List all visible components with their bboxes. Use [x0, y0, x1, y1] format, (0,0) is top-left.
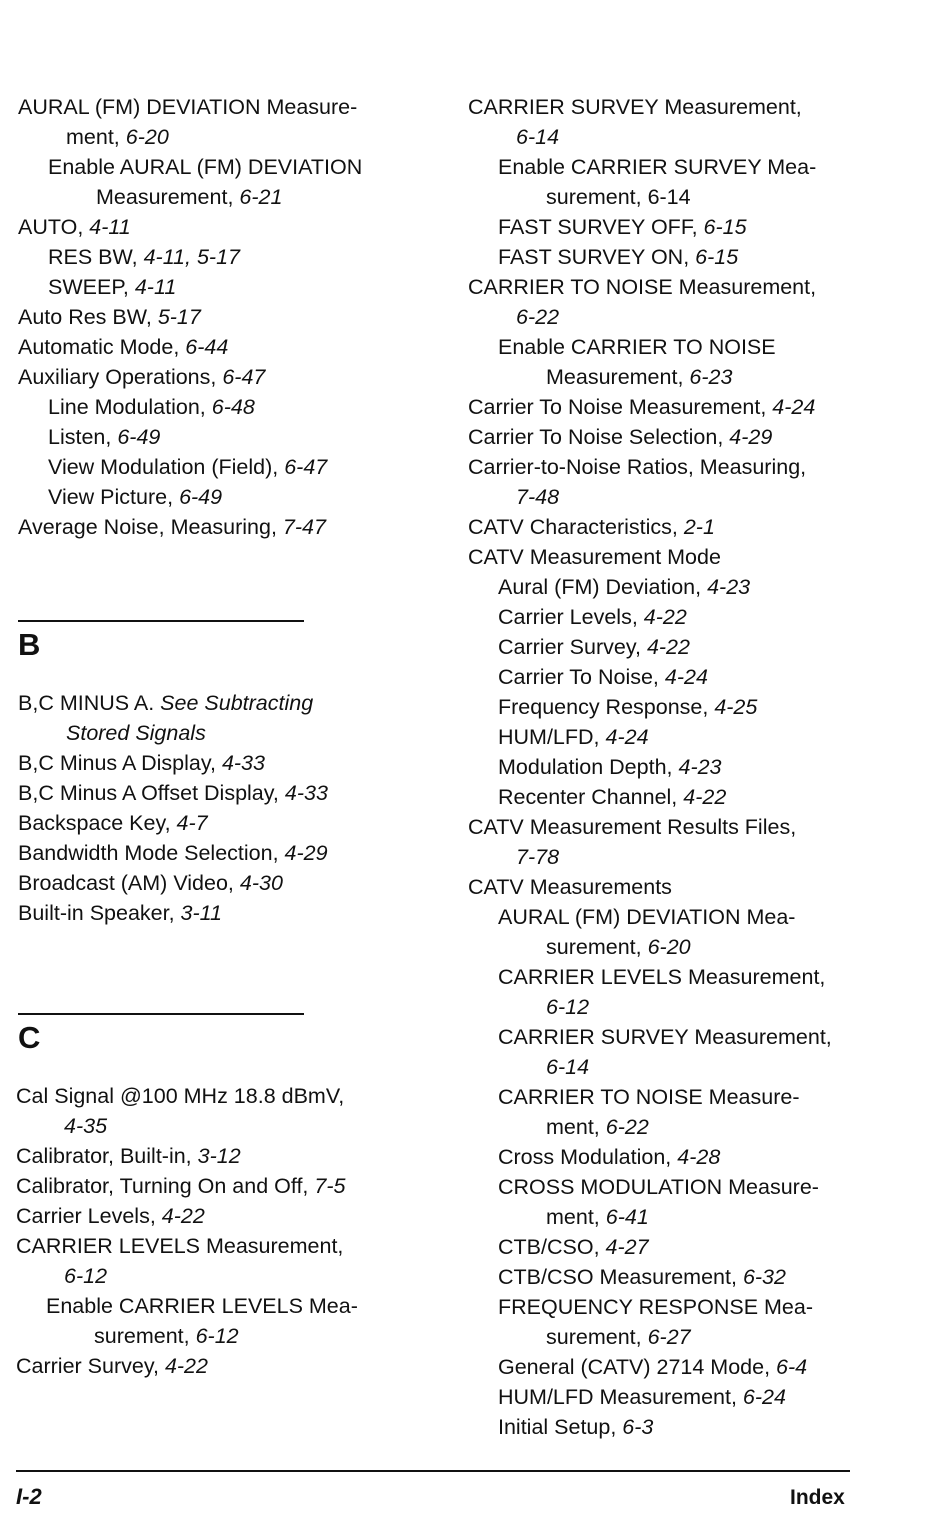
index-subentry [468, 902, 938, 962]
entry-term: Cal Signal @100 MHz 18.8 dBmV, [16, 1084, 345, 1108]
entry-term: Calibrator, Built-in, [16, 1144, 198, 1168]
entry-term: CATV Characteristics, [468, 515, 684, 539]
index-entry [468, 542, 938, 572]
index-subentry [18, 422, 438, 452]
entry-term: CTB/CSO, [498, 1235, 606, 1259]
page-reference: 4-22 [643, 605, 687, 629]
entry-term: Auxiliary Operations, [18, 365, 223, 389]
entry-term: ment, [546, 1115, 606, 1139]
index-subentry [468, 1232, 938, 1262]
entry-term: surement, [546, 1325, 648, 1349]
entry-term: surement, 6-14 [546, 185, 691, 209]
page-reference: 6-27 [647, 1325, 691, 1349]
index-subentry [468, 212, 938, 242]
entry-term: Backspace Key, [18, 811, 177, 835]
index-subentry [18, 242, 438, 272]
entry-term: AUTO, [18, 215, 90, 239]
entry-term: General (CATV) 2714 Mode, [498, 1355, 777, 1379]
entry-term: FAST SURVEY ON, [498, 245, 696, 269]
index-entry [18, 868, 438, 898]
index-entry [468, 452, 938, 512]
index-entry [18, 92, 438, 152]
page-reference: 4-23 [707, 575, 751, 599]
entry-term: CROSS MODULATION Measure- [498, 1175, 819, 1199]
index-subentry [468, 782, 938, 812]
entry-term: Line Modulation, [48, 395, 212, 419]
index-subentry [468, 332, 938, 392]
page-reference: 6-14 [546, 1055, 590, 1079]
page-reference: 4-29 [284, 841, 328, 865]
entry-term: Carrier Survey, [16, 1354, 165, 1378]
index-column-left [18, 92, 438, 542]
page-reference: 4-25 [714, 695, 758, 719]
index-entry [18, 302, 438, 332]
entry-term: Frequency Response, [498, 695, 715, 719]
index-entry [18, 688, 438, 748]
index-group-b [18, 688, 438, 928]
index-subentry [468, 1292, 938, 1352]
page-reference: 6-15 [695, 245, 739, 269]
entry-term: ment, [66, 125, 126, 149]
entry-term: Carrier To Noise Measurement, [468, 395, 773, 419]
page-reference: 6-12 [64, 1264, 108, 1288]
entry-term: Carrier Levels, [16, 1204, 162, 1228]
index-entry [468, 872, 938, 902]
index-subentry [468, 242, 938, 272]
entry-term: Bandwidth Mode Selection, [18, 841, 285, 865]
entry-term: CATV Measurements [468, 875, 672, 899]
footer-rule [16, 1470, 850, 1472]
entry-term: CTB/CSO Measurement, [498, 1265, 743, 1289]
index-subentry [468, 752, 938, 782]
footer-section-title: Index [790, 1486, 845, 1509]
page-reference: 6-12 [546, 995, 590, 1019]
entry-term: Carrier To Noise, [498, 665, 665, 689]
page-reference: 4-28 [677, 1145, 721, 1169]
entry-term: Carrier To Noise Selection, [468, 425, 730, 449]
index-entry [18, 808, 438, 838]
page-reference: 4-30 [239, 871, 283, 895]
index-subentry [468, 692, 938, 722]
page-reference: 2-1 [683, 515, 715, 539]
entry-term: B,C MINUS A. [18, 691, 161, 715]
page-reference: 7-47 [282, 515, 326, 539]
page-reference: 4-7 [176, 811, 208, 835]
entry-term: Enable AURAL (FM) DEVIATION [48, 155, 363, 179]
entry-term: View Picture, [48, 485, 180, 509]
entry-term: Carrier Levels, [498, 605, 644, 629]
page-reference: 6-22 [516, 305, 560, 329]
index-subentry [18, 392, 438, 422]
index-entry [468, 272, 938, 332]
page-reference: 4-35 [64, 1114, 108, 1138]
entry-term: SWEEP, [48, 275, 135, 299]
entry-term: FAST SURVEY OFF, [498, 215, 704, 239]
entry-term: Enable CARRIER SURVEY Mea- [498, 155, 817, 179]
entry-term: Calibrator, Turning On and Off, [16, 1174, 315, 1198]
page-reference: 6-24 [742, 1385, 786, 1409]
see-reference: Stored Signals [66, 721, 206, 745]
section-c-rule [18, 1013, 304, 1015]
page-reference: 6-4 [776, 1355, 808, 1379]
entry-term: surement, [546, 935, 648, 959]
index-entry [18, 332, 438, 362]
entry-term: Average Noise, Measuring, [18, 515, 283, 539]
entry-term: CATV Measurement Mode [468, 545, 721, 569]
see-reference: See Subtracting [160, 691, 314, 715]
section-c-letter: C [18, 1020, 41, 1055]
page-reference: 6-49 [117, 425, 161, 449]
page-reference: 6-3 [622, 1415, 654, 1439]
index-entry [468, 812, 938, 872]
index-subentry [468, 602, 938, 632]
entry-term: CARRIER SURVEY Measurement, [468, 95, 802, 119]
page-reference: 4-24 [605, 725, 649, 749]
page-reference: 4-22 [646, 635, 690, 659]
page-reference: 6-14 [516, 125, 560, 149]
index-subentry [468, 662, 938, 692]
index-entry [468, 392, 938, 422]
entry-term: View Modulation (Field), [48, 455, 285, 479]
index-subentry [18, 452, 438, 482]
page-reference: 4-22 [164, 1354, 208, 1378]
page-reference: 6-23 [689, 365, 733, 389]
entry-term: CARRIER TO NOISE Measure- [498, 1085, 800, 1109]
index-entry [18, 212, 438, 242]
index-subentry [18, 152, 438, 212]
entry-term: Cross Modulation, [498, 1145, 678, 1169]
page-reference: 4-29 [729, 425, 773, 449]
page-reference: 6-47 [284, 455, 328, 479]
entry-term: CATV Measurement Results Files, [468, 815, 797, 839]
section-b-rule [18, 620, 304, 622]
page-reference: 7-48 [516, 485, 560, 509]
page-reference: 4-22 [683, 785, 727, 809]
entry-term: CARRIER TO NOISE Measurement, [468, 275, 817, 299]
index-entry [18, 512, 438, 542]
entry-term: CARRIER LEVELS Measurement, [16, 1234, 344, 1258]
entry-term: Enable CARRIER TO NOISE [498, 335, 776, 359]
entry-term: Recenter Channel, [498, 785, 684, 809]
page-reference: 6-44 [185, 335, 229, 359]
index-entry [16, 1231, 436, 1291]
index-subentry [468, 572, 938, 602]
index-entry [16, 1081, 436, 1141]
index-subentry [16, 1291, 436, 1351]
entry-term: AURAL (FM) DEVIATION Mea- [498, 905, 796, 929]
index-group-c [16, 1081, 436, 1381]
page-reference: 4-27 [605, 1235, 649, 1259]
page-reference: 4-11 [134, 275, 177, 299]
index-entry [18, 362, 438, 392]
entry-term: Initial Setup, [498, 1415, 623, 1439]
entry-term: Auto Res BW, [18, 305, 158, 329]
page-reference: 7-78 [516, 845, 560, 869]
index-subentry [468, 1412, 938, 1442]
index-subentry [468, 152, 938, 212]
entry-term: RES BW, [48, 245, 144, 269]
page-reference: 6-12 [195, 1324, 239, 1348]
entry-term: Broadcast (AM) Video, [18, 871, 240, 895]
index-subentry [468, 1022, 938, 1082]
page-reference: 6-21 [239, 185, 283, 209]
index-subentry [468, 1352, 938, 1382]
page-reference: 6-22 [605, 1115, 649, 1139]
index-entry [18, 748, 438, 778]
page-reference: 4-33 [284, 781, 328, 805]
index-entry [16, 1351, 436, 1381]
page-reference: 4-23 [678, 755, 722, 779]
page-reference: 6-49 [179, 485, 223, 509]
entry-term: CARRIER SURVEY Measurement, [498, 1025, 832, 1049]
entry-term: B,C Minus A Offset Display, [18, 781, 285, 805]
page-reference: 3-11 [180, 901, 222, 925]
entry-term: FREQUENCY RESPONSE Mea- [498, 1295, 814, 1319]
entry-term: AURAL (FM) DEVIATION Measure- [18, 95, 358, 119]
section-b-letter: B [18, 627, 41, 662]
entry-term: HUM/LFD, [498, 725, 606, 749]
page-reference: 4-33 [221, 751, 265, 775]
page-reference: 6-32 [742, 1265, 786, 1289]
entry-term: Listen, [48, 425, 118, 449]
index-entry [468, 512, 938, 542]
entry-term: Measurement, [546, 365, 690, 389]
page-reference: 6-20 [647, 935, 691, 959]
index-entry [18, 778, 438, 808]
page-reference: 4-24 [772, 395, 816, 419]
index-subentry [468, 1142, 938, 1172]
page-reference: 6-48 [211, 395, 255, 419]
page-reference: 4-22 [161, 1204, 205, 1228]
entry-term: Carrier-to-Noise Ratios, Measuring, [468, 455, 807, 479]
entry-term: surement, [94, 1324, 196, 1348]
index-entry [18, 898, 438, 928]
page-reference: 4-11, 5-17 [143, 245, 240, 269]
page-reference: 7-5 [314, 1174, 346, 1198]
page-reference: 6-15 [703, 215, 747, 239]
page-reference: 6-20 [125, 125, 169, 149]
page-reference: 3-12 [197, 1144, 241, 1168]
index-subentry [468, 1382, 938, 1412]
entry-term: Built-in Speaker, [18, 901, 181, 925]
index-entry [18, 838, 438, 868]
entry-term: CARRIER LEVELS Measurement, [498, 965, 826, 989]
index-subentry [468, 1262, 938, 1292]
page-reference: 6-47 [222, 365, 266, 389]
index-entry [468, 92, 938, 152]
index-entry [468, 422, 938, 452]
index-subentry [18, 272, 438, 302]
index-subentry [468, 632, 938, 662]
entry-term: Modulation Depth, [498, 755, 679, 779]
page-reference: 6-41 [605, 1205, 649, 1229]
index-subentry [18, 482, 438, 512]
page-reference: 4-11 [89, 215, 131, 239]
index-group-a [18, 92, 438, 542]
index-entry [16, 1171, 436, 1201]
entry-term: ment, [546, 1205, 606, 1229]
index-entry [16, 1141, 436, 1171]
index-column-right [468, 92, 938, 1442]
index-entry [16, 1201, 436, 1231]
index-subentry [468, 1082, 938, 1142]
index-subentry [468, 722, 938, 752]
entry-term: HUM/LFD Measurement, [498, 1385, 743, 1409]
entry-term: Aural (FM) Deviation, [498, 575, 708, 599]
page-reference: 4-24 [664, 665, 708, 689]
entry-term: B,C Minus A Display, [18, 751, 222, 775]
entry-term: Measurement, [96, 185, 240, 209]
footer-page-number: I-2 [16, 1484, 42, 1509]
index-subentry [468, 962, 938, 1022]
entry-term: Carrier Survey, [498, 635, 647, 659]
entry-term: Enable CARRIER LEVELS Mea- [46, 1294, 358, 1318]
page-reference: 5-17 [157, 305, 201, 329]
index-subentry [468, 1172, 938, 1232]
entry-term: Automatic Mode, [18, 335, 186, 359]
